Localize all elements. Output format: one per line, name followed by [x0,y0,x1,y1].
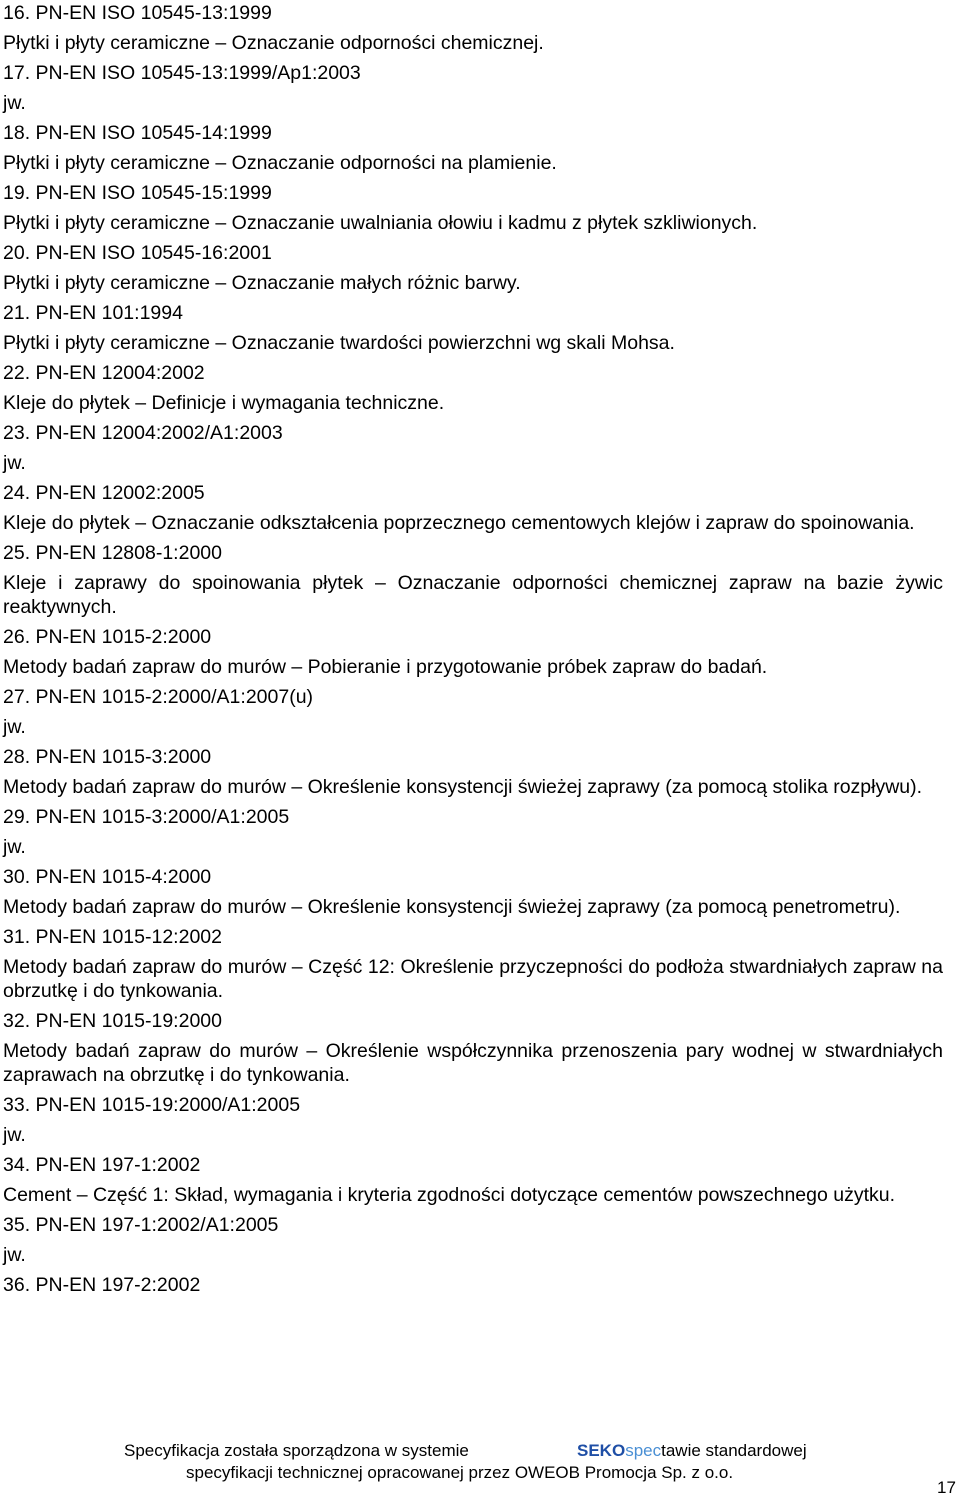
standard-description: Płytki i płyty ceramiczne – Oznaczanie odporności na plamienie. [3,152,557,174]
standard-number: 19. PN-EN ISO 10545-15:1999 [3,182,272,204]
standard-description: Cement – Część 1: Skład, wymagania i kryteria zgodności dotyczące cementów powszechnego użytku. [3,1184,896,1206]
standard-description: Płytki i płyty ceramiczne – Oznaczanie małych różnic barwy. [3,272,521,294]
standard-description: Kleje do płytek – Definicje i wymagania techniczne. [3,392,445,414]
standards-list [3,0,943,1297]
standard-number: 34. PN-EN 197-1:2002 [3,1154,201,1176]
standard-description: Metody badań zapraw do murów – Część 12: Określenie przyczepności do podłoża stwardniałych zapraw na obrzutkę i do tynkowania. [3,956,943,1002]
standard-description: Płytki i płyty ceramiczne – Oznaczanie twardości powierzchni wg skali Mohsa. [3,332,675,354]
standard-description: jw. [3,92,26,114]
standard-number: 23. PN-EN 12004:2002/A1:2003 [3,422,283,444]
footer-line1-left: Specyfikacja została sporządzona w systemie [124,1441,469,1460]
standard-description: Metody badań zapraw do murów – Określenie konsystencji świeżej zaprawy (za pomocą penetrometru). [3,896,901,918]
footer-line2: specyfikacji technicznej opracowanej przez OWEOB Promocja Sp. z o.o. [186,1463,734,1482]
standard-number: 24. PN-EN 12002:2005 [3,482,205,504]
standard-description: jw. [3,1244,26,1266]
standard-number: 31. PN-EN 1015-12:2002 [3,926,222,948]
standard-number: 17. PN-EN ISO 10545-13:1999/Ap1:2003 [3,62,361,84]
brand-spec-logo: spec [625,1441,662,1460]
standard-description: jw. [3,716,26,738]
standard-number: 25. PN-EN 12808-1:2000 [3,542,222,564]
standard-number: 22. PN-EN 12004:2002 [3,362,205,384]
standard-number: 32. PN-EN 1015-19:2000 [3,1010,222,1032]
standard-number: 33. PN-EN 1015-19:2000/A1:2005 [3,1094,301,1116]
footer-line1-right: tawie standardowej [661,1441,807,1460]
standard-description: jw. [3,452,26,474]
standard-number: 30. PN-EN 1015-4:2000 [3,866,212,888]
page-number: 17 [937,1478,956,1497]
standard-description: Kleje i zaprawy do spoinowania płytek – Oznaczanie odporności chemicznej zapraw na bazie żywic reaktywnych. [3,572,943,618]
standard-number: 20. PN-EN ISO 10545-16:2001 [3,242,272,264]
brand-seko-logo: SEKO [577,1441,626,1460]
standard-description: jw. [3,836,26,858]
standard-number: 26. PN-EN 1015-2:2000 [3,626,212,648]
standard-number: 28. PN-EN 1015-3:2000 [3,746,212,768]
standard-number: 18. PN-EN ISO 10545-14:1999 [3,122,272,144]
standard-description: Metody badań zapraw do murów – Pobieranie i przygotowanie próbek zapraw do badań. [3,656,768,678]
standard-number: 36. PN-EN 197-2:2002 [3,1274,201,1296]
standard-description: Metody badań zapraw do murów – Określenie konsystencji świeżej zaprawy (za pomocą stolika rozpływu). [3,776,923,798]
standard-description: Płytki i płyty ceramiczne – Oznaczanie uwalniania ołowiu i kadmu z płytek szkliwionych. [3,212,758,234]
standard-description: Kleje do płytek – Oznaczanie odkształcenia poprzecznego cementowych klejów i zapraw do spoinowania. [3,512,915,534]
standard-number: 29. PN-EN 1015-3:2000/A1:2005 [3,806,290,828]
standard-description: Płytki i płyty ceramiczne – Oznaczanie odporności chemicznej. [3,32,544,54]
standard-number: 21. PN-EN 101:1994 [3,302,183,324]
footer-brand-line [577,1440,807,1462]
standard-description: Metody badań zapraw do murów – Określenie współczynnika przenoszenia pary wodnej w stwardniałych zaprawach na obrzutkę i do tynkowania. [3,1040,943,1086]
standard-number: 27. PN-EN 1015-2:2000/A1:2007(u) [3,686,314,708]
standard-description: jw. [3,1124,26,1146]
standard-number: 16. PN-EN ISO 10545-13:1999 [3,2,272,24]
standard-number: 35. PN-EN 197-1:2002/A1:2005 [3,1214,279,1236]
